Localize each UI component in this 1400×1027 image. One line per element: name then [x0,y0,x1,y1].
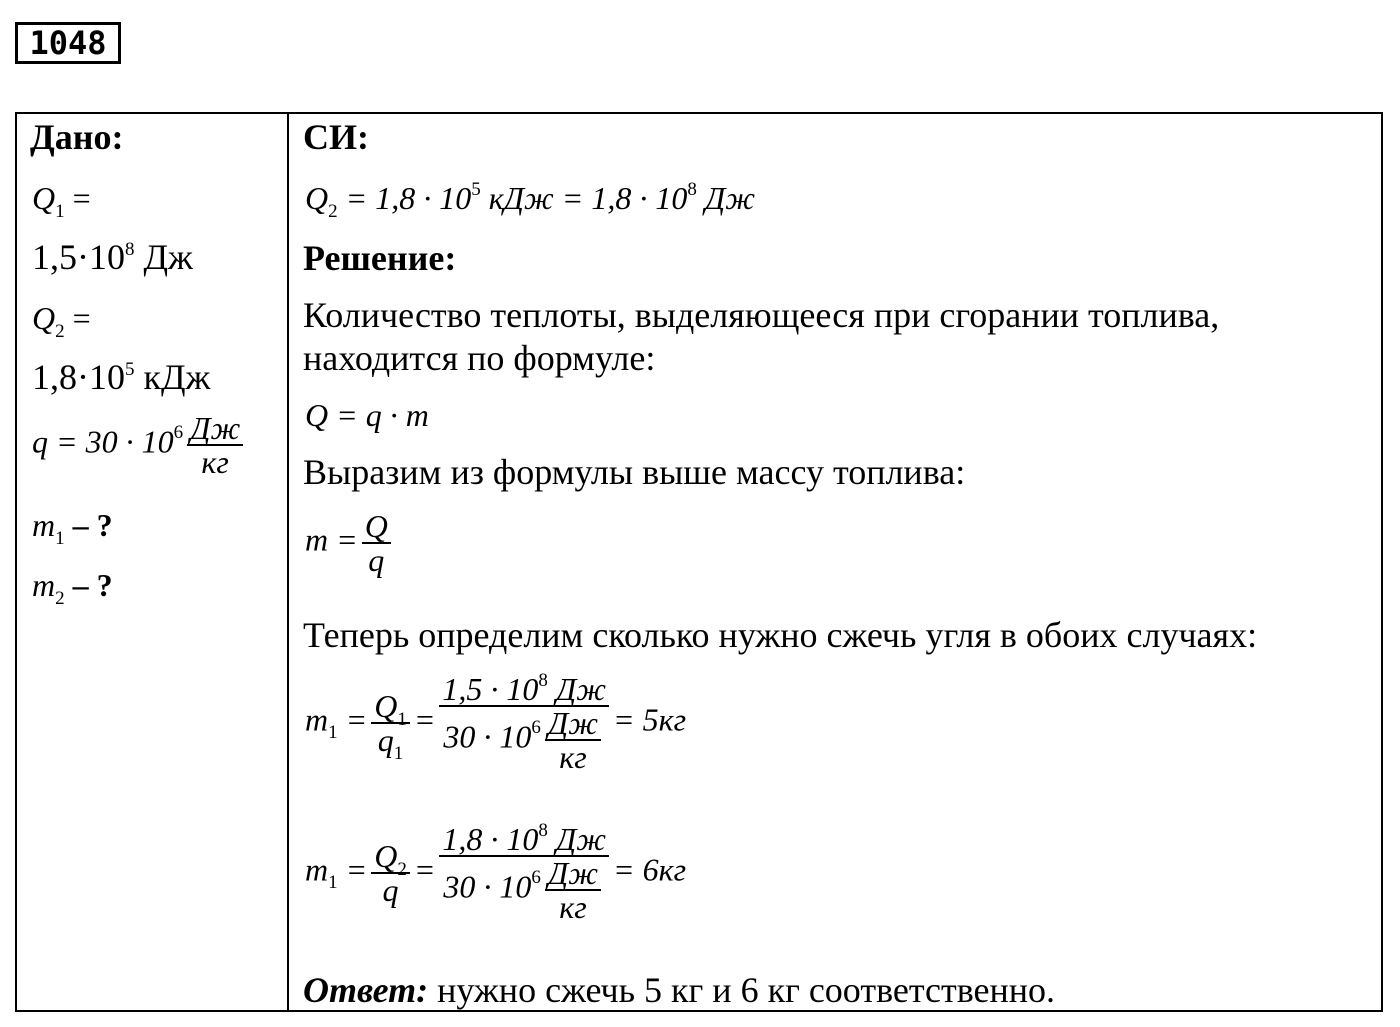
given-heading: Дано: [30,117,124,157]
mass-formula: m = $\frac{Q}{q}$ [305,510,395,576]
column-divider [287,112,289,1012]
solution-text-1: Количество теплоты, выделяющееся при сгорании топлива, [303,295,1220,335]
given-q1-value: $1,5\cdot 10^8$ Дж [32,237,193,277]
solution-heading: Решение: [303,238,457,278]
given-q1-label: $Q_1$ = [32,180,91,222]
given-m1-unknown: $m_1$ – ? [32,507,113,549]
si-heading: СИ: [303,117,369,157]
solution-text-4: Теперь определим сколько нужно сжечь угля в обоих случаях: [303,615,1258,655]
given-specific-heat: $q = 30 \cdot 10^6$ $\frac{Дж}{кг}$ [32,412,247,478]
given-q2-value: $1,8\cdot 10^5$ кДж [32,357,211,397]
solution-table [15,112,1383,1012]
solution-text-3: Выразим из формулы выше массу топлива: [303,452,966,492]
given-m2-unknown: $m_2$ – ? [32,567,113,609]
calc-m2: $m_1$ = $\frac{Q_2}{q}$ = $1,8 \cdot 10^8$ Дж $30 \cdot 10^6$ $\frac{Дж}{кг}$ = 6кг [305,820,687,925]
answer: Ответ: нужно сжечь 5 кг и 6 кг соответственно. [303,970,1056,1010]
solution-text-2: находится по формуле: [303,338,656,378]
problem-number: 1048 [15,22,121,64]
si-conversion: $Q_2 = 1,8 \cdot 10^5$ кДж = $1,8 \cdot 10^8$ Дж [305,179,756,222]
calc-m1: $m_1$ = $\frac{Q_1}{q_1}$ = $1,5 \cdot 10^8$ Дж $30 \cdot 10^6$ $\frac{Дж}{кг}$ = 5кг [305,670,687,775]
given-q2-label: $Q_2$ = [32,300,91,342]
heat-formula: Q = q · m [305,397,429,433]
